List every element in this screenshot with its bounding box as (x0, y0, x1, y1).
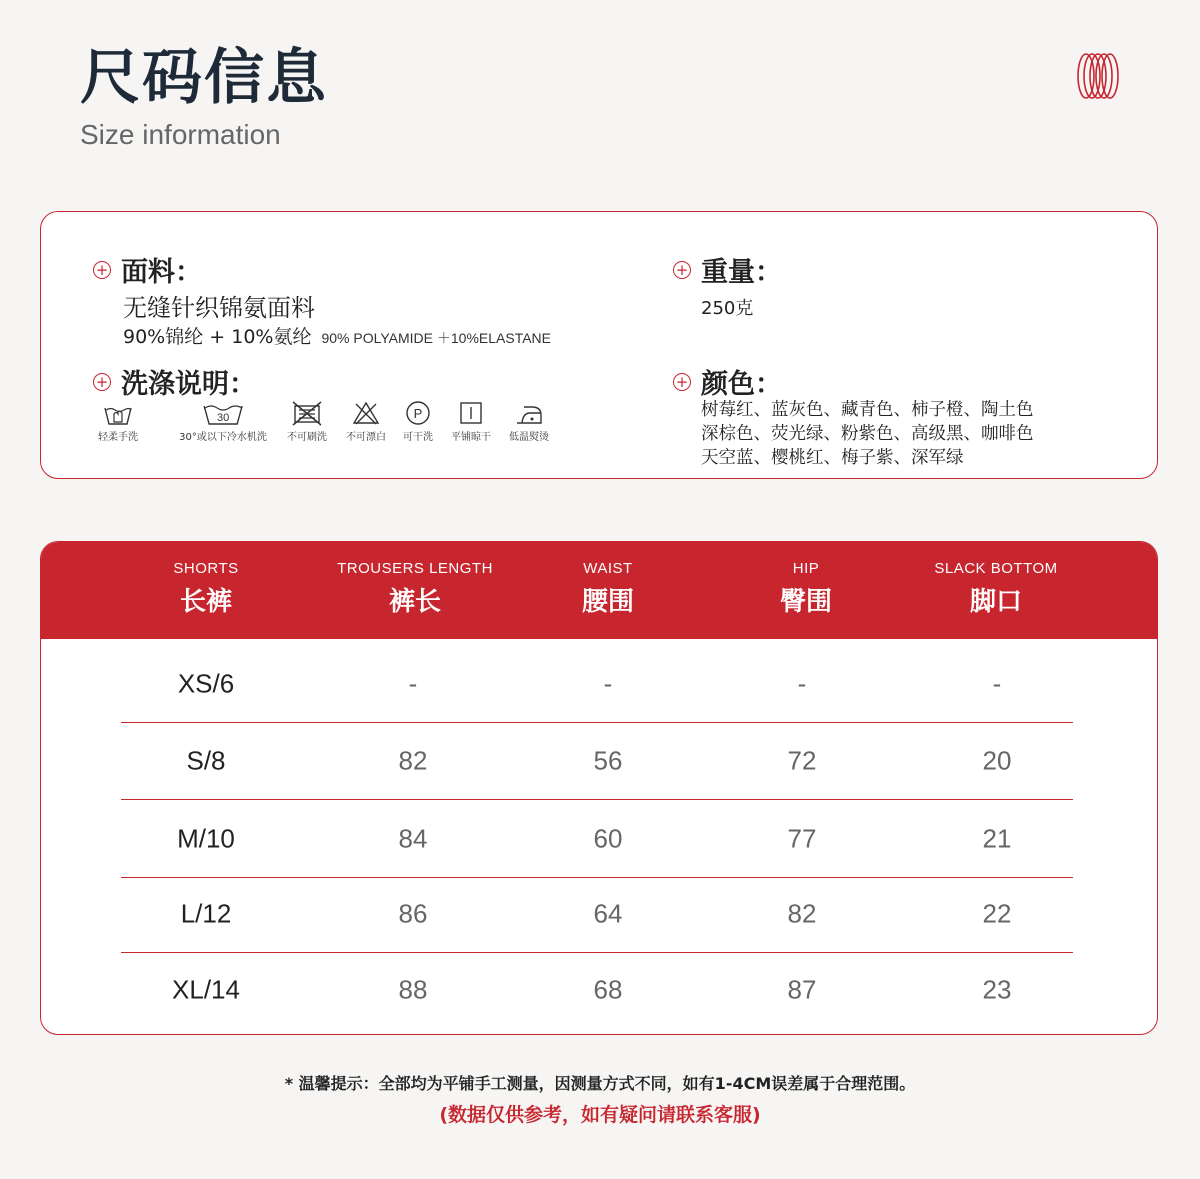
table-row (121, 646, 1073, 723)
waist-cell: 68 (593, 974, 623, 1005)
composition-cn: 90%锦纶 + 10%氨纶 (123, 326, 312, 348)
dry-clean-p-icon (404, 400, 432, 426)
low-iron-icon (514, 400, 544, 426)
plus-circle-icon: + (93, 373, 111, 391)
machine-wash-30-icon (202, 400, 244, 426)
care-label: 30°或以下冷水机洗 (179, 432, 267, 443)
size-cell: L/12 (180, 898, 232, 929)
plus-circle-icon: + (93, 261, 111, 279)
weight-title: 重量： (701, 257, 782, 288)
size-table (40, 541, 1158, 1035)
no-bleach-icon (351, 400, 381, 426)
plus-circle-icon: + (673, 261, 691, 279)
hip-cell: 72 (787, 745, 817, 776)
hip-cell: - (797, 668, 807, 699)
care-label: 不可刷洗 (287, 432, 327, 443)
hip-cell: 82 (787, 898, 817, 929)
care-label: 低温熨烫 (509, 432, 549, 443)
fabric-name: 无缝针织锦氨面料 (123, 294, 315, 322)
slack-bottom-cell: 21 (982, 823, 1012, 854)
care-item-no-brush (287, 400, 327, 443)
care-item-dry-clean (403, 400, 433, 443)
column-header-cn: 长裤 (179, 587, 233, 617)
care-label: 轻柔手洗 (98, 432, 138, 443)
length-cell: 82 (398, 745, 428, 776)
column-header-waist (582, 560, 634, 618)
color-section-header (673, 362, 782, 401)
size-cell: S/8 (186, 745, 226, 776)
column-header-en: HIP (792, 560, 820, 577)
color-line: 深棕色、荧光绿、粉紫色、高级黑、咖啡色 (701, 424, 1034, 444)
color-line: 树莓红、蓝灰色、藏青色、柿子橙、陶土色 (701, 400, 1034, 420)
length-cell: - (408, 668, 418, 699)
column-header-length (337, 560, 493, 618)
column-header-cn: 臀围 (779, 587, 833, 617)
care-label: 平铺晾干 (451, 432, 491, 443)
slack-bottom-cell: 20 (982, 745, 1012, 776)
page-subtitle: Size information (80, 119, 281, 150)
rings-logo-icon (1072, 50, 1124, 102)
size-cell: XL/14 (172, 974, 240, 1005)
care-item-no-bleach (346, 400, 386, 443)
care-item-machine-wash (179, 400, 267, 443)
table-row (121, 952, 1073, 1028)
dry-clean-letter: P (413, 406, 423, 421)
column-header-en: SLACK BOTTOM (934, 560, 1058, 577)
column-header-hip (780, 560, 832, 618)
page-title: 尺码信息 (80, 43, 328, 113)
column-header-slack-bottom (934, 560, 1057, 618)
column-header-en: SHORTS (173, 560, 239, 577)
table-row (121, 723, 1073, 800)
care-item-flat-dry (451, 400, 491, 443)
slack-bottom-cell: 22 (982, 898, 1012, 929)
waist-cell: - (603, 668, 613, 699)
size-cell: M/10 (177, 823, 235, 854)
color-list (701, 398, 1101, 470)
waist-cell: 60 (593, 823, 623, 854)
care-label: 不可漂白 (346, 432, 386, 443)
plus-circle-icon: + (673, 373, 691, 391)
care-item-low-iron (509, 400, 549, 443)
table-header (41, 542, 1157, 639)
column-header-en: WAIST (583, 560, 633, 577)
washing-title: 洗涤说明： (121, 369, 256, 400)
flat-dry-icon (457, 400, 485, 426)
waist-cell: 64 (593, 898, 623, 929)
slack-bottom-cell: 23 (982, 974, 1012, 1005)
hand-wash-icon (103, 400, 133, 426)
wash-temp-text: 30 (216, 412, 230, 424)
column-header-cn: 腰围 (581, 587, 635, 617)
length-cell: 84 (398, 823, 428, 854)
composition-en: 90% POLYAMIDE ＋10%ELASTANE (321, 330, 551, 346)
table-row (121, 876, 1073, 953)
waist-cell: 56 (593, 745, 623, 776)
column-header-shorts (173, 560, 238, 618)
fabric-title: 面料： (121, 257, 202, 288)
fabric-section-header (93, 250, 202, 289)
washing-section-header (93, 362, 256, 401)
disclaimer-note: (数据仅供参考，如有疑问请联系客服) (439, 1104, 761, 1126)
care-label: 可干洗 (403, 432, 433, 443)
column-header-cn: 裤长 (388, 587, 442, 617)
length-cell: 88 (398, 974, 428, 1005)
weight-section-header (673, 250, 782, 289)
hip-cell: 77 (787, 823, 817, 854)
measurement-tip: * 温馨提示：全部均为平铺手工测量，因测量方式不同，如有1-4CM误差属于合理范围。 (284, 1074, 916, 1093)
fabric-composition (123, 322, 551, 349)
color-line: 天空蓝、樱桃红、梅子紫、深军绿 (701, 448, 964, 468)
hip-cell: 87 (787, 974, 817, 1005)
size-cell: XS/6 (177, 668, 235, 699)
length-cell: 86 (398, 898, 428, 929)
no-brush-icon (290, 400, 324, 426)
column-header-cn: 脚口 (969, 587, 1022, 617)
color-title: 颜色： (701, 369, 782, 400)
weight-value: 250克 (701, 298, 754, 319)
table-row (121, 801, 1073, 878)
slack-bottom-cell: - (992, 668, 1002, 699)
care-item-hand-wash (98, 400, 138, 443)
column-header-en: TROUSERS LENGTH (337, 560, 493, 577)
